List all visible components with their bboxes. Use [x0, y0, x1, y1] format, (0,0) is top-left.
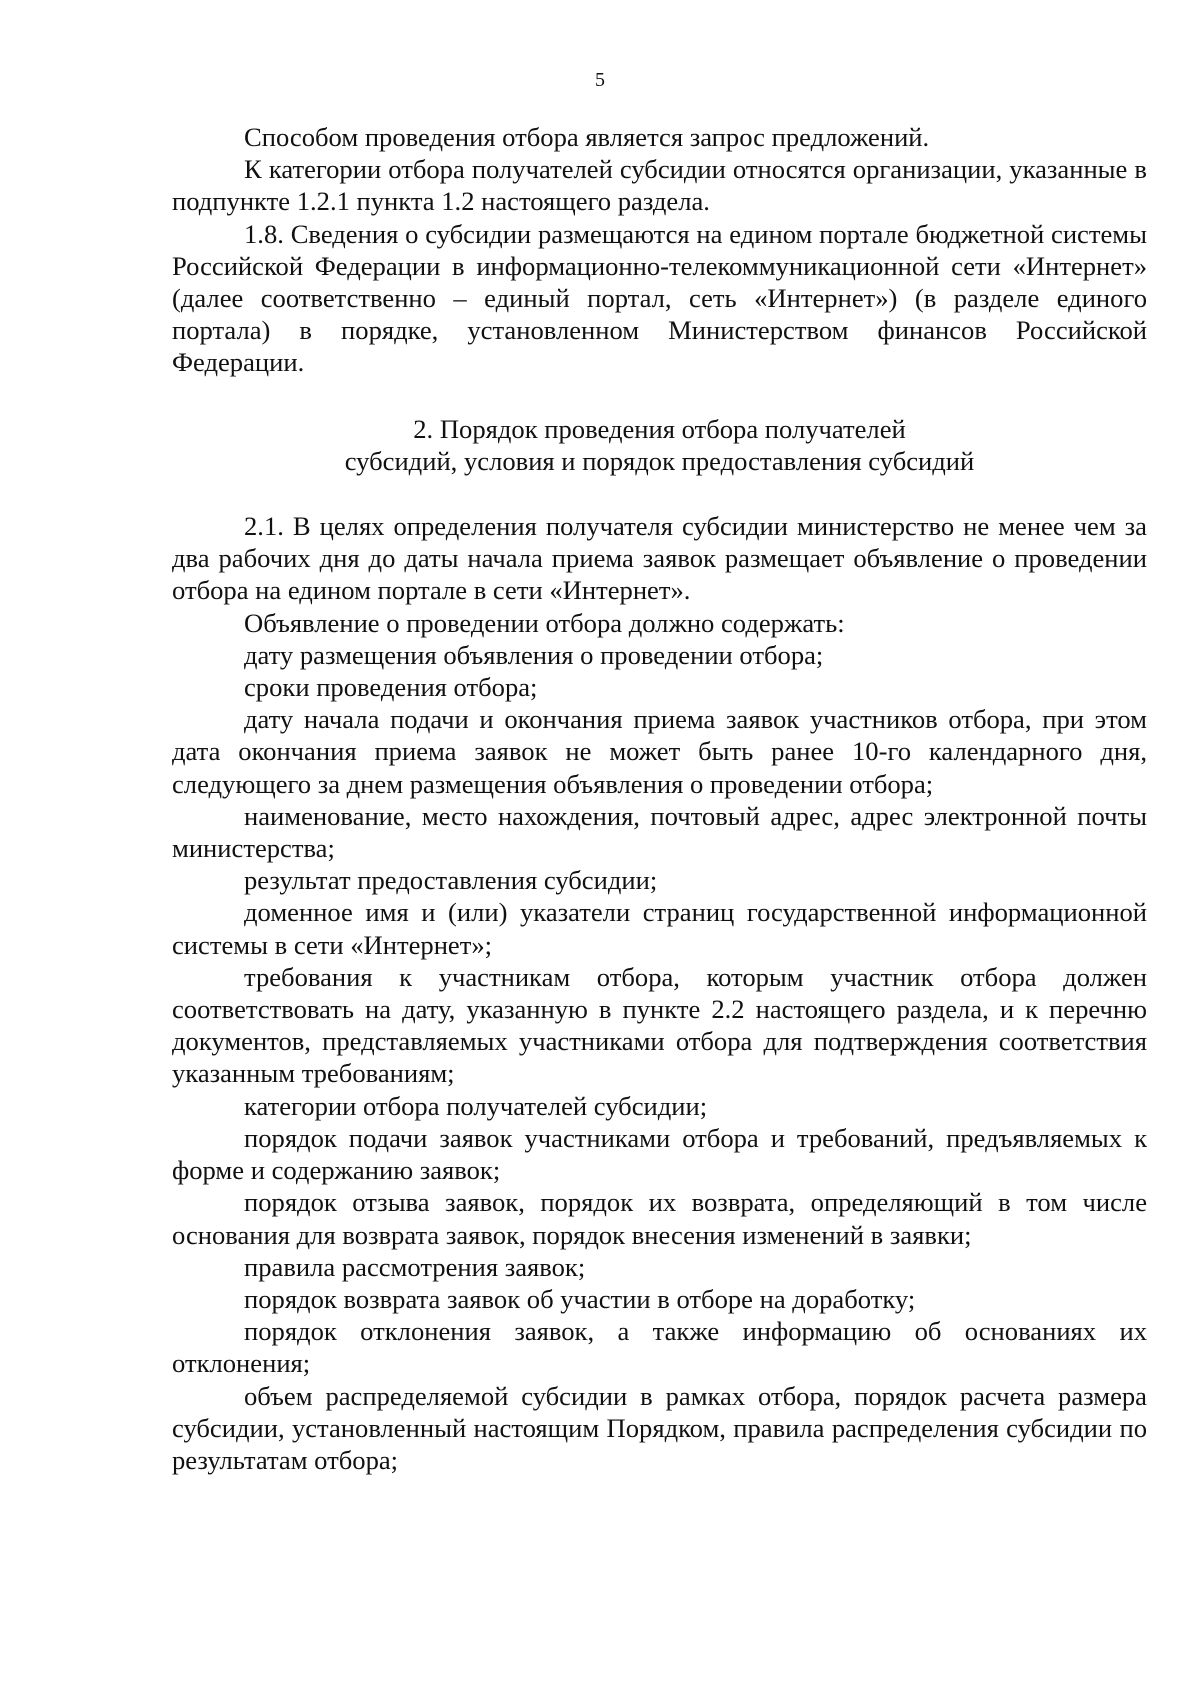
list-item: объем распределяемой субсидии в рамках отбора, порядок расчета размера субсидии, установленный настоящим Порядком, правила распределения субсидии по результатам отбора;	[172, 1380, 1147, 1475]
paragraph-announcement-contents: Объявление о проведении отбора должно содержать:	[244, 607, 845, 638]
list-item: требования к участникам отбора, которым участник отбора должен соответствовать на дату, указанную в пункте 2.2 настоящего раздела, и к перечню документов, представляемых участниками отбора для подтверждения соответствия указанным требованиям;	[172, 961, 1147, 1089]
spacer	[172, 477, 1147, 510]
list-item: результат предоставления субсидии;	[244, 865, 658, 896]
section-heading-line-1: 2. Порядок проведения отбора получателей	[413, 413, 906, 444]
list-item: порядок возврата заявок об участии в отборе на доработку;	[244, 1283, 916, 1314]
list-item: наименование, место нахождения, почтовый адрес, адрес электронной почты министерства;	[172, 800, 1147, 864]
list-item: сроки проведения отбора;	[244, 672, 538, 703]
paragraph-2-1: 2.1. В целях определения получателя субсидии министерство не менее чем за два рабочих дня до даты начала приема заявок размещает объявление о проведении отбора на едином портале в сети «Интернет».	[172, 511, 1147, 606]
list-item: категории отбора получателей субсидии;	[244, 1090, 708, 1121]
list-item: доменное имя и (или) указатели страниц государственной информационной системы в сети «Интернет»;	[172, 897, 1147, 960]
paragraph-1-8: 1.8. Сведения о субсидии размещаются на едином портале бюджетной системы Российской Федерации в информационно-телекоммуникационной сети «Интернет» (далее соответственно – единый портал, сеть «Интернет») (в разделе единого портала) в порядке, установленном Министерством финансов Российской Федерации.	[172, 218, 1147, 378]
section-heading-line-2: субсидий, условия и порядок предоставления субсидий	[344, 445, 975, 476]
paragraph-selection-category: К категории отбора получателей субсидии относятся организации, указанные в подпункте 1.2.1 пункта 1.2 настоящего раздела.	[172, 154, 1147, 217]
document-body	[172, 121, 1147, 1476]
spacer	[172, 379, 1147, 413]
list-item: правила рассмотрения заявок;	[244, 1251, 586, 1282]
list-item: порядок отклонения заявок, а также информацию об основаниях их отклонения;	[172, 1316, 1147, 1379]
paragraph-selection-method: Способом проведения отбора является запрос предложений.	[244, 122, 930, 152]
list-item: дату начала подачи и окончания приема заявок участников отбора, при этом дата окончания приема заявок не может быть ранее 10-го календарного дня, следующего за днем размещения объявления о проведении отбора;	[172, 704, 1147, 799]
list-item: порядок отзыва заявок, порядок их возврата, определяющий в том числе основания для возврата заявок, порядок внесения изменений в заявки;	[172, 1187, 1147, 1250]
list-item: дату размещения объявления о проведении отбора;	[244, 639, 824, 670]
list-item: порядок подачи заявок участниками отбора и требований, предъявляемых к форме и содержанию заявок;	[172, 1122, 1147, 1186]
page-number: 5	[595, 69, 605, 91]
